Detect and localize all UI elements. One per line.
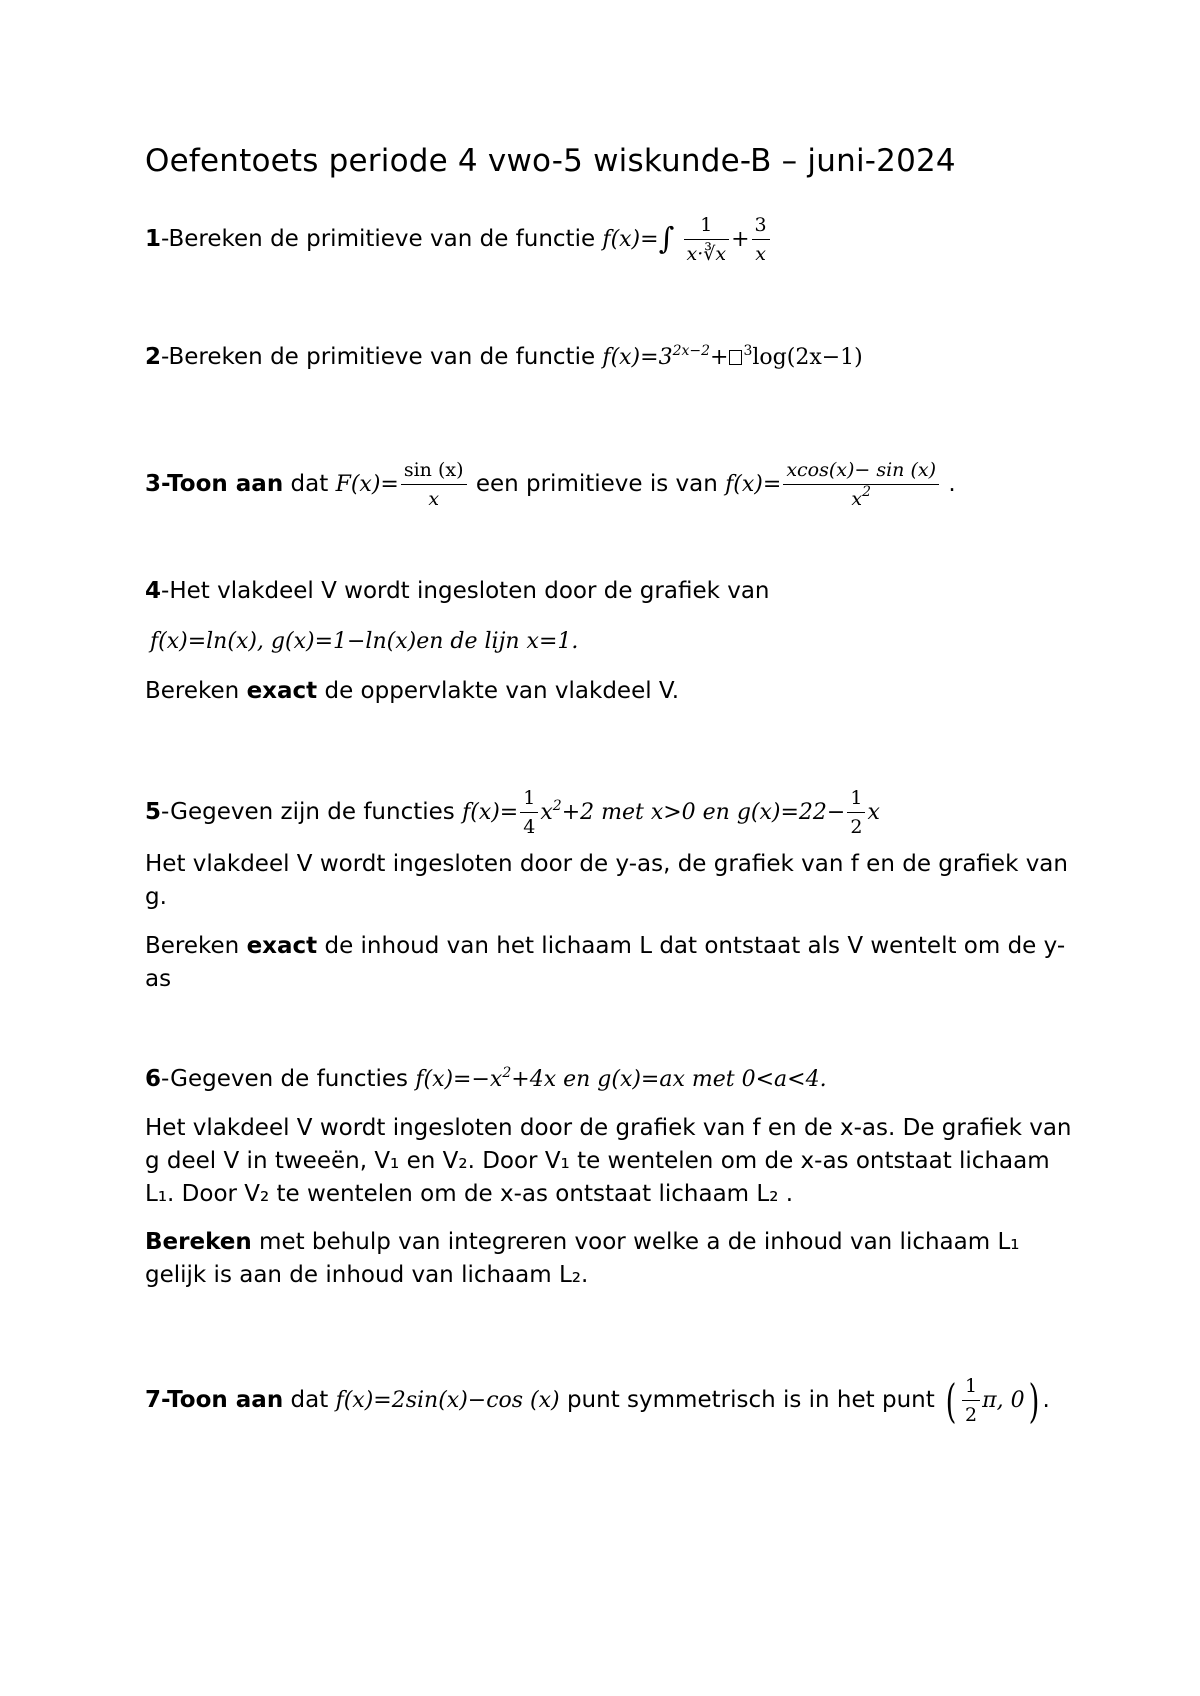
exponent: 2 [502, 1065, 512, 1081]
fraction [752, 213, 770, 266]
formula: π, 0 [982, 1388, 1025, 1413]
bold-word: Bereken [145, 1229, 252, 1255]
fraction [962, 1374, 980, 1427]
formula: x [540, 800, 553, 825]
question-4-task [145, 674, 679, 708]
question-text: Bereken [145, 933, 240, 959]
formula: +4x en g(x)=ax met 0<a<4. [511, 1067, 827, 1092]
question-text: Bereken [145, 678, 240, 704]
fraction-denominator: 4 [523, 816, 536, 838]
fraction-numerator: 1 [684, 213, 730, 240]
plus-sign: + [710, 345, 729, 370]
formula-lhs: f(x)= [602, 227, 659, 252]
question-6-paragraph-1: Het vlakdeel V wordt ingesloten door de grafiek van f en de x-as. De grafiek van g deel V in tweeën, V₁ en V₂. Door V₁ te wentelen om de x-as ontstaat lichaam L₁. Door V₂ te wentelen om de x-as ontstaat lichaam L₂ . [145, 1115, 1072, 1207]
question-text: dat [290, 1387, 329, 1413]
question-text: punt symmetrisch is in het punt [566, 1387, 935, 1413]
formula-lhs: f(x)= [462, 800, 519, 825]
question-4 [145, 574, 770, 608]
fraction-numerator: 1 [962, 1374, 980, 1401]
question-1 [145, 213, 772, 266]
log-base: 3 [743, 343, 753, 359]
period: . [1042, 1387, 1050, 1413]
question-text: -Gegeven zijn de functies [161, 799, 455, 825]
question-6 [145, 1062, 827, 1097]
log-expression: log(2x−1) [752, 345, 863, 370]
fraction-numerator: xcos(x)− sin (x) [783, 458, 939, 485]
fraction-denominator: 2 [850, 816, 863, 838]
base: x [851, 488, 863, 510]
fraction [847, 786, 865, 839]
question-text: -Bereken de primitieve van de functie [161, 226, 596, 252]
question-number: 4 [145, 578, 162, 604]
fraction-denominator: x·∛x [686, 243, 727, 265]
fraction [520, 786, 538, 839]
fraction [684, 213, 730, 266]
question-text: met behulp van integreren voor welke a de inhoud van lichaam L₁ gelijk is aan de inhoud van lichaam L₂. [145, 1229, 1020, 1288]
formula: x [867, 800, 880, 825]
fraction-numerator: 3 [752, 213, 770, 240]
bold-word: exact [246, 678, 318, 704]
question-4-formula [150, 624, 578, 659]
question-text: dat [290, 471, 329, 497]
fraction-denominator: x [755, 243, 766, 265]
formula: f(x)=2sin(x)−cos (x) [335, 1388, 560, 1413]
fraction-numerator: 1 [520, 786, 538, 813]
fraction-denominator: 2 [965, 1404, 978, 1426]
question-6-paragraph-2 [145, 1226, 1075, 1292]
formula: f(x)=ln(x), g(x)=1−ln(x)en de lijn x=1. [150, 629, 579, 654]
right-paren-icon: ) [1028, 1373, 1039, 1428]
period: . [948, 471, 956, 497]
question-number: 7- [145, 1387, 168, 1413]
fraction [783, 458, 939, 511]
question-text: de oppervlakte van vlakdeel V. [324, 678, 680, 704]
question-text: -Gegeven de functies [161, 1066, 409, 1092]
document-title: Oefentoets periode 4 vwo-5 wiskunde-B – juni-2024 [145, 143, 956, 179]
fraction [401, 458, 467, 511]
question-text: de inhoud van het lichaam L dat ontstaat als V wentelt om de y-as [145, 933, 1066, 992]
bold-instruction: Toon aan [167, 471, 284, 497]
fraction-numerator: 1 [847, 786, 865, 813]
question-number: 5 [145, 799, 162, 825]
fraction-numerator: sin (x) [401, 458, 467, 485]
fraction-denominator: x [428, 488, 440, 510]
question-number: 6 [145, 1066, 162, 1092]
formula-lhs: F(x)= [335, 472, 399, 497]
exponent: 2 [552, 798, 562, 814]
exponent: 2 [862, 484, 871, 500]
formula: f(x)=−x [415, 1067, 503, 1092]
left-paren-icon: ( [945, 1373, 957, 1428]
bold-instruction: Toon aan [167, 1387, 284, 1413]
question-number: 3- [145, 471, 168, 497]
placeholder-box-icon [729, 350, 742, 365]
question-7 [145, 1374, 1050, 1427]
question-5-paragraph-2 [145, 930, 1075, 996]
question-number: 1 [145, 226, 162, 252]
exponent: 2x−2 [672, 343, 711, 359]
question-5 [145, 786, 880, 839]
formula-lhs: f(x)=3 [602, 345, 673, 370]
question-text: een primitieve is van [475, 471, 718, 497]
bold-word: exact [246, 933, 318, 959]
question-text: -Het vlakdeel V wordt ingesloten door de grafiek van [161, 578, 770, 604]
integral-symbol: ∫ [658, 221, 675, 257]
question-5-paragraph-1: Het vlakdeel V wordt ingesloten door de y-as, de grafiek van f en de grafiek van g. [145, 851, 1068, 910]
fraction-denominator [783, 485, 939, 511]
question-number: 2 [145, 344, 162, 370]
question-text: -Bereken de primitieve van de functie [161, 344, 596, 370]
plus-sign: + [731, 227, 750, 252]
formula-lhs: f(x)= [725, 472, 782, 497]
formula: +2 met x>0 en g(x)=22− [561, 800, 846, 825]
question-2 [145, 340, 863, 375]
question-3 [145, 458, 956, 511]
